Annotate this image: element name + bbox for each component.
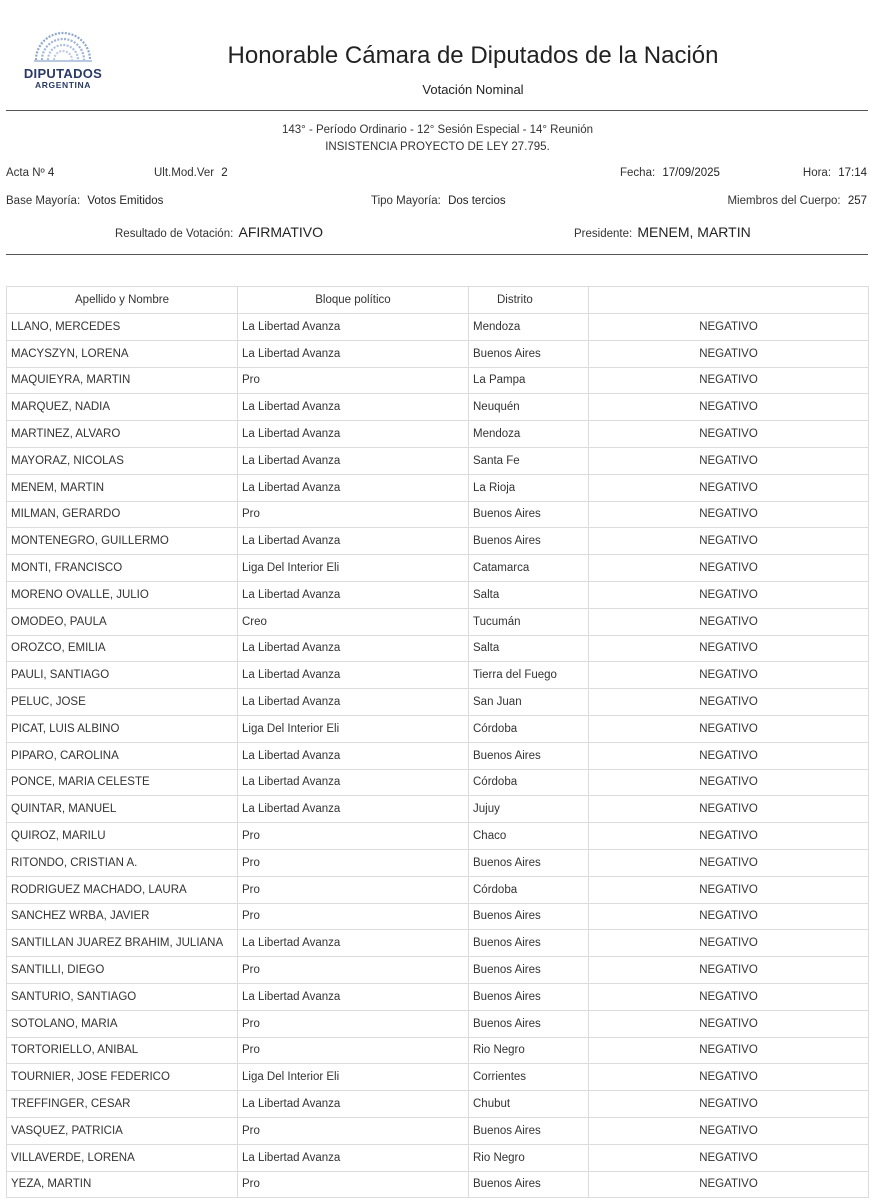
resultado-field xyxy=(115,224,323,240)
cell-distrito: Mendoza xyxy=(469,421,589,448)
cell-bloque: Liga Del Interior Eli xyxy=(238,1064,469,1091)
cell-bloque: Pro xyxy=(238,367,469,394)
cell-distrito: Buenos Aires xyxy=(469,1117,589,1144)
cell-voto: NEGATIVO xyxy=(589,876,869,903)
cell-bloque: La Libertad Avanza xyxy=(238,742,469,769)
cell-nombre: OMODEO, PAULA xyxy=(7,608,238,635)
ultmod-field xyxy=(154,167,228,179)
table-row xyxy=(7,474,869,501)
table-row xyxy=(7,689,869,716)
cell-nombre: SANTURIO, SANTIAGO xyxy=(7,983,238,1010)
table-row xyxy=(7,528,869,555)
cell-bloque: La Libertad Avanza xyxy=(238,689,469,716)
tipo-mayoria-field xyxy=(371,195,506,207)
cell-voto: NEGATIVO xyxy=(589,1010,869,1037)
acta-label: Acta Nº xyxy=(6,167,45,179)
cell-distrito: La Rioja xyxy=(469,474,589,501)
table-row xyxy=(7,876,869,903)
table-header-row xyxy=(7,287,869,314)
table-row xyxy=(7,1144,869,1171)
hora-value: 17:14 xyxy=(838,167,867,179)
cell-distrito: Buenos Aires xyxy=(469,957,589,984)
cell-bloque: Pro xyxy=(238,876,469,903)
cell-bloque: Pro xyxy=(238,849,469,876)
cell-voto: NEGATIVO xyxy=(589,340,869,367)
ultmod-label: Ult.Mod.Ver xyxy=(154,167,215,179)
cell-nombre: SOTOLANO, MARIA xyxy=(7,1010,238,1037)
cell-voto: NEGATIVO xyxy=(589,1171,869,1198)
cell-distrito: Tierra del Fuego xyxy=(469,662,589,689)
cell-distrito: San Juan xyxy=(469,689,589,716)
cell-voto: NEGATIVO xyxy=(589,528,869,555)
fecha-value: 17/09/2025 xyxy=(662,167,720,179)
cell-bloque: La Libertad Avanza xyxy=(238,394,469,421)
hora-label: Hora: xyxy=(802,167,832,179)
cell-distrito: Rio Negro xyxy=(469,1144,589,1171)
cell-voto: NEGATIVO xyxy=(589,957,869,984)
cell-distrito: Tucumán xyxy=(469,608,589,635)
cell-nombre: MILMAN, GERARDO xyxy=(7,501,238,528)
acta-field xyxy=(6,167,54,179)
cell-bloque: La Libertad Avanza xyxy=(238,1144,469,1171)
cell-distrito: Santa Fe xyxy=(469,447,589,474)
resultado-label: Resultado de Votación: xyxy=(115,228,234,240)
cell-distrito: La Pampa xyxy=(469,367,589,394)
cell-nombre: MAYORAZ, NICOLAS xyxy=(7,447,238,474)
table-row xyxy=(7,1117,869,1144)
base-mayoria-value: Votos Emitidos xyxy=(87,195,164,207)
cell-nombre: TOURNIER, JOSE FEDERICO xyxy=(7,1064,238,1091)
logo-title: DIPUTADOS xyxy=(23,66,103,81)
table-row xyxy=(7,1037,869,1064)
cell-voto: NEGATIVO xyxy=(589,823,869,850)
table-row xyxy=(7,394,869,421)
session-line-2: INSISTENCIA PROYECTO DE LEY 27.795. xyxy=(325,141,550,153)
miembros-label: Miembros del Cuerpo: xyxy=(727,195,841,207)
acta-value: 4 xyxy=(47,167,55,179)
table-row xyxy=(7,501,869,528)
cell-bloque: La Libertad Avanza xyxy=(238,930,469,957)
cell-voto: NEGATIVO xyxy=(589,1037,869,1064)
cell-bloque: Pro xyxy=(238,501,469,528)
cell-bloque: La Libertad Avanza xyxy=(238,474,469,501)
cell-voto: NEGATIVO xyxy=(589,474,869,501)
cell-distrito: Buenos Aires xyxy=(469,742,589,769)
presidente-field xyxy=(574,224,751,240)
cell-nombre: PICAT, LUIS ALBINO xyxy=(7,715,238,742)
cell-voto: NEGATIVO xyxy=(589,796,869,823)
cell-bloque: Pro xyxy=(238,1171,469,1198)
cell-distrito: Neuquén xyxy=(469,394,589,421)
cell-voto: NEGATIVO xyxy=(589,447,869,474)
cell-nombre: SANCHEZ WRBA, JAVIER xyxy=(7,903,238,930)
cell-nombre: VASQUEZ, PATRICIA xyxy=(7,1117,238,1144)
cell-bloque: Pro xyxy=(238,1037,469,1064)
cell-distrito: Chaco xyxy=(469,823,589,850)
fecha-label: Fecha: xyxy=(620,167,656,179)
cell-distrito: Salta xyxy=(469,635,589,662)
cell-nombre: MACYSZYN, LORENA xyxy=(7,340,238,367)
ultmod-value: 2 xyxy=(221,167,228,179)
cell-nombre: MARTINEZ, ALVARO xyxy=(7,421,238,448)
cell-distrito: Córdoba xyxy=(469,715,589,742)
tipo-mayoria-label: Tipo Mayoría: xyxy=(371,195,441,207)
header-divider xyxy=(6,110,868,111)
cell-nombre: TREFFINGER, CESAR xyxy=(7,1091,238,1118)
header-nombre: Apellido y Nombre xyxy=(7,287,238,314)
header-voto xyxy=(589,287,869,314)
cell-voto: NEGATIVO xyxy=(589,501,869,528)
table-row xyxy=(7,421,869,448)
cell-nombre: YEZA, MARTIN xyxy=(7,1171,238,1198)
cell-nombre: MAQUIEYRA, MARTIN xyxy=(7,367,238,394)
cell-nombre: VILLAVERDE, LORENA xyxy=(7,1144,238,1171)
cell-distrito: Buenos Aires xyxy=(469,903,589,930)
cell-distrito: Buenos Aires xyxy=(469,849,589,876)
cell-voto: NEGATIVO xyxy=(589,742,869,769)
cell-distrito: Buenos Aires xyxy=(469,1010,589,1037)
table-row xyxy=(7,635,869,662)
cell-voto: NEGATIVO xyxy=(589,662,869,689)
table-row xyxy=(7,555,869,582)
cell-distrito: Córdoba xyxy=(469,769,589,796)
cell-nombre: PELUC, JOSE xyxy=(7,689,238,716)
cell-voto: NEGATIVO xyxy=(589,608,869,635)
table-row xyxy=(7,983,869,1010)
cell-bloque: Creo xyxy=(238,608,469,635)
cell-bloque: La Libertad Avanza xyxy=(238,314,469,341)
cell-nombre: PONCE, MARIA CELESTE xyxy=(7,769,238,796)
cell-nombre: PIPARO, CAROLINA xyxy=(7,742,238,769)
table-row xyxy=(7,715,869,742)
cell-voto: NEGATIVO xyxy=(589,581,869,608)
miembros-field xyxy=(727,195,867,207)
resultado-value: AFIRMATIVO xyxy=(238,224,324,240)
base-mayoria-field xyxy=(6,195,163,207)
presidente-label: Presidente: xyxy=(574,228,633,240)
cell-voto: NEGATIVO xyxy=(589,1091,869,1118)
meta-divider xyxy=(6,254,868,255)
cell-voto: NEGATIVO xyxy=(589,849,869,876)
table-row xyxy=(7,957,869,984)
cell-nombre: PAULI, SANTIAGO xyxy=(7,662,238,689)
table-row xyxy=(7,608,869,635)
cell-nombre: QUIROZ, MARILU xyxy=(7,823,238,850)
cell-nombre: RODRIGUEZ MACHADO, LAURA xyxy=(7,876,238,903)
table-row xyxy=(7,662,869,689)
cell-bloque: La Libertad Avanza xyxy=(238,662,469,689)
hora-field xyxy=(803,167,867,179)
table-row xyxy=(7,1010,869,1037)
cell-distrito: Buenos Aires xyxy=(469,1171,589,1198)
cell-voto: NEGATIVO xyxy=(589,715,869,742)
cell-distrito: Catamarca xyxy=(469,555,589,582)
presidente-value: MENEM, MARTIN xyxy=(637,224,751,240)
cell-nombre: RITONDO, CRISTIAN A. xyxy=(7,849,238,876)
session-line-1: 143° - Período Ordinario - 12° Sesión Especial - 14° Reunión xyxy=(281,124,594,136)
cell-nombre: MORENO OVALLE, JULIO xyxy=(7,581,238,608)
cell-bloque: La Libertad Avanza xyxy=(238,421,469,448)
cell-voto: NEGATIVO xyxy=(589,930,869,957)
cell-distrito: Chubut xyxy=(469,1091,589,1118)
cell-bloque: La Libertad Avanza xyxy=(238,1091,469,1118)
header-distrito: Distrito xyxy=(469,287,589,314)
cell-distrito: Buenos Aires xyxy=(469,983,589,1010)
cell-voto: NEGATIVO xyxy=(589,689,869,716)
cell-voto: NEGATIVO xyxy=(589,635,869,662)
table-row xyxy=(7,742,869,769)
table-row xyxy=(7,367,869,394)
cell-bloque: Pro xyxy=(238,903,469,930)
cell-bloque: Liga Del Interior Eli xyxy=(238,555,469,582)
table-row xyxy=(7,769,869,796)
cell-voto: NEGATIVO xyxy=(589,983,869,1010)
cell-voto: NEGATIVO xyxy=(589,1144,869,1171)
fecha-field xyxy=(620,167,720,179)
cell-nombre: LLANO, MERCEDES xyxy=(7,314,238,341)
cell-bloque: La Libertad Avanza xyxy=(238,340,469,367)
cell-voto: NEGATIVO xyxy=(589,1117,869,1144)
cell-bloque: La Libertad Avanza xyxy=(238,635,469,662)
cell-distrito: Jujuy xyxy=(469,796,589,823)
table-row xyxy=(7,796,869,823)
cell-bloque: Pro xyxy=(238,957,469,984)
cell-bloque: Liga Del Interior Eli xyxy=(238,715,469,742)
cell-distrito: Córdoba xyxy=(469,876,589,903)
cell-nombre: MARQUEZ, NADIA xyxy=(7,394,238,421)
cell-bloque: La Libertad Avanza xyxy=(238,983,469,1010)
cell-nombre: SANTILLI, DIEGO xyxy=(7,957,238,984)
table-row xyxy=(7,903,869,930)
table-row xyxy=(7,314,869,341)
cell-nombre: SANTILLAN JUAREZ BRAHIM, JULIANA xyxy=(7,930,238,957)
table-row xyxy=(7,1091,869,1118)
cell-distrito: Salta xyxy=(469,581,589,608)
cell-voto: NEGATIVO xyxy=(589,394,869,421)
session-info xyxy=(0,122,875,156)
cell-bloque: La Libertad Avanza xyxy=(238,581,469,608)
cell-bloque: Pro xyxy=(238,823,469,850)
cell-nombre: MONTI, FRANCISCO xyxy=(7,555,238,582)
cell-voto: NEGATIVO xyxy=(589,769,869,796)
header-bloque: Bloque político xyxy=(238,287,469,314)
cell-bloque: La Libertad Avanza xyxy=(238,447,469,474)
table-row xyxy=(7,823,869,850)
cell-voto: NEGATIVO xyxy=(589,555,869,582)
cell-nombre: MONTENEGRO, GUILLERMO xyxy=(7,528,238,555)
tipo-mayoria-value: Dos tercios xyxy=(448,195,506,207)
table-row xyxy=(7,447,869,474)
votes-table xyxy=(6,286,869,1198)
cell-bloque: La Libertad Avanza xyxy=(238,769,469,796)
table-row xyxy=(7,849,869,876)
cell-nombre: TORTORIELLO, ANIBAL xyxy=(7,1037,238,1064)
cell-voto: NEGATIVO xyxy=(589,421,869,448)
cell-distrito: Buenos Aires xyxy=(469,501,589,528)
cell-voto: NEGATIVO xyxy=(589,367,869,394)
base-mayoria-label: Base Mayoría: xyxy=(6,195,81,207)
cell-nombre: QUINTAR, MANUEL xyxy=(7,796,238,823)
cell-distrito: Buenos Aires xyxy=(469,930,589,957)
cell-bloque: Pro xyxy=(238,1010,469,1037)
cell-distrito: Corrientes xyxy=(469,1064,589,1091)
cell-distrito: Buenos Aires xyxy=(469,528,589,555)
cell-bloque: Pro xyxy=(238,1117,469,1144)
cell-distrito: Buenos Aires xyxy=(469,340,589,367)
cell-distrito: Rio Negro xyxy=(469,1037,589,1064)
table-row xyxy=(7,340,869,367)
page-subtitle: Votación Nominal xyxy=(422,82,524,97)
logo-subtitle: ARGENTINA xyxy=(35,80,91,90)
cell-voto: NEGATIVO xyxy=(589,1064,869,1091)
cell-nombre: OROZCO, EMILIA xyxy=(7,635,238,662)
table-row xyxy=(7,1171,869,1198)
cell-bloque: La Libertad Avanza xyxy=(238,796,469,823)
cell-distrito: Mendoza xyxy=(469,314,589,341)
cell-nombre: MENEM, MARTIN xyxy=(7,474,238,501)
table-row xyxy=(7,1064,869,1091)
table-row xyxy=(7,581,869,608)
cell-bloque: La Libertad Avanza xyxy=(238,528,469,555)
table-row xyxy=(7,930,869,957)
cell-voto: NEGATIVO xyxy=(589,314,869,341)
miembros-value: 257 xyxy=(847,195,867,207)
page-title: Honorable Cámara de Diputados de la Nación xyxy=(227,42,719,69)
cell-voto: NEGATIVO xyxy=(589,903,869,930)
